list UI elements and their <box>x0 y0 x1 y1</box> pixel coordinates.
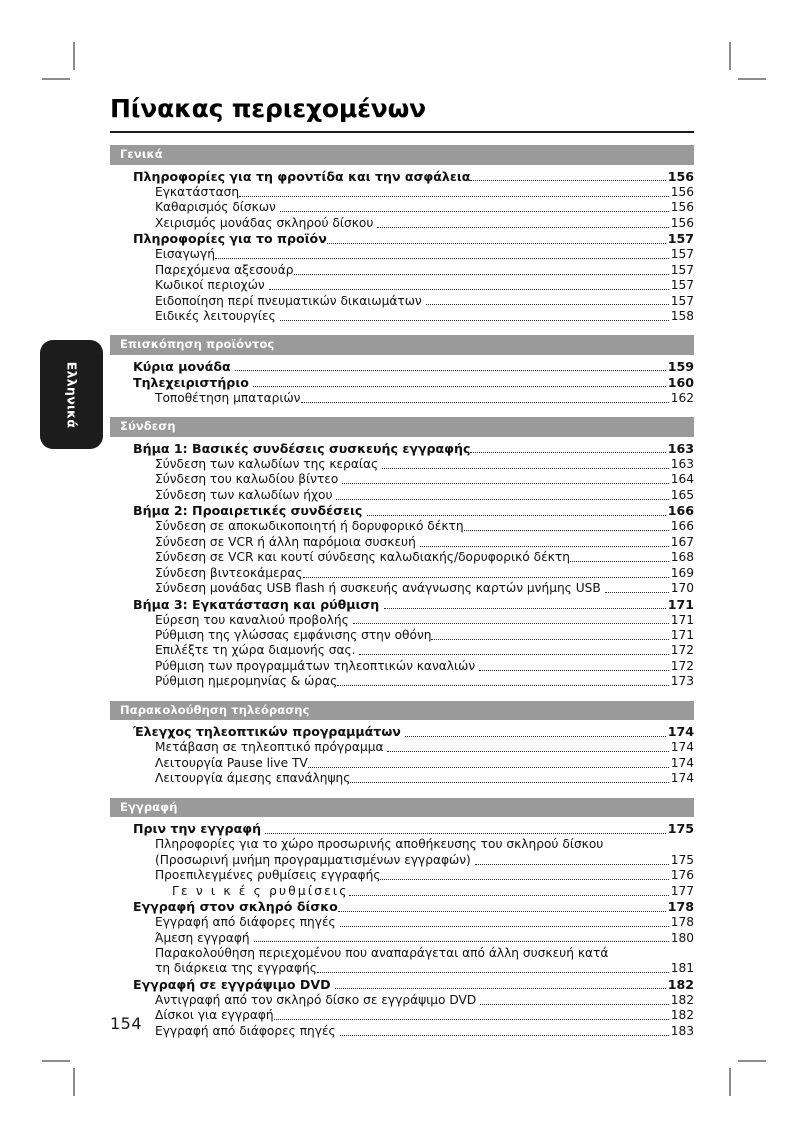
toc-entry[interactable] <box>110 169 694 185</box>
toc-entry-page: 182 <box>667 976 694 992</box>
toc-entry-page: 156 <box>670 200 694 215</box>
toc-entry-label: Εγγραφή στον σκληρό δίσκο <box>133 899 338 915</box>
toc-entry-page: 174 <box>670 755 694 770</box>
toc-entry[interactable] <box>110 837 694 852</box>
toc-entry-label: Παρακολούθηση περιεχομένου που αναπαράγεται από άλλη συσκευή κατά <box>155 945 609 960</box>
toc-entry[interactable] <box>110 216 694 231</box>
toc-entry-page: 175 <box>667 821 694 837</box>
toc-entry-page: 177 <box>670 883 694 898</box>
language-tab <box>40 340 103 449</box>
toc-entry[interactable] <box>110 535 694 550</box>
toc-entry-page: 163 <box>670 456 694 471</box>
language-tab-label: Ελληνικά <box>64 361 79 428</box>
toc-entry-label: Βήμα 1: Βασικές συνδέσεις συσκευής εγγραφής <box>133 440 471 456</box>
toc-dot-leader <box>335 988 666 989</box>
toc-dot-leader <box>338 911 666 912</box>
toc-entry[interactable] <box>110 566 694 581</box>
toc-entry-page: 156 <box>667 168 694 184</box>
toc-dot-leader <box>479 670 669 671</box>
toc-dot-leader <box>303 577 669 578</box>
crop-mark-top-left-horizontal <box>42 78 70 80</box>
toc-entry[interactable] <box>110 993 694 1008</box>
section-entries <box>110 165 694 336</box>
toc-entry[interactable] <box>110 821 694 837</box>
toc-dot-leader <box>367 515 666 516</box>
toc-entry-label: Κωδικοί περιοχών <box>155 278 265 293</box>
toc-entry-page: 176 <box>670 868 694 883</box>
toc-dot-leader <box>253 386 665 387</box>
toc-entry-page: 167 <box>670 534 694 549</box>
toc-entry-page: 169 <box>670 565 694 580</box>
toc-dot-leader <box>337 685 668 686</box>
crop-mark-top-right-vertical <box>729 42 731 70</box>
toc-entry-page: 163 <box>667 440 694 456</box>
toc-entry-label: Σύνδεση μονάδας USB flash ή συσκευής ανάγνωσης καρτών μνήμης USB <box>155 581 601 596</box>
toc-entry-page: 174 <box>667 724 694 740</box>
toc-entry[interactable] <box>110 597 694 613</box>
crop-mark-top-right-horizontal <box>738 78 766 80</box>
section-entries <box>110 355 694 417</box>
toc-dot-leader <box>280 320 669 321</box>
toc-entry-label: Εγκατάσταση <box>155 184 240 199</box>
toc-entry-page: 172 <box>670 658 694 673</box>
toc-dot-leader <box>340 1035 669 1036</box>
toc-entry-page: 157 <box>670 262 694 277</box>
toc-entry-label: Σύνδεση σε αποκωδικοποιητή ή δορυφορικό δέκτη <box>155 519 464 534</box>
toc-entry[interactable] <box>110 200 694 215</box>
toc-entry-label: Βήμα 2: Προαιρετικές συνδέσεις <box>133 503 363 519</box>
page-content <box>110 95 694 1050</box>
toc-dot-leader <box>269 289 669 290</box>
toc-entry-page: 157 <box>670 247 694 262</box>
toc-entry-page: 178 <box>670 915 694 930</box>
section-heading: Παρακολούθηση τηλεόρασης <box>110 701 694 720</box>
toc-entry-page: 165 <box>670 487 694 502</box>
toc-entry[interactable] <box>110 309 694 324</box>
toc-entry-label: Ρύθμιση των προγραμμάτων τηλεοπτικών καναλιών <box>155 658 476 673</box>
toc-dot-leader <box>239 196 669 197</box>
toc-entry-label: Σύνδεση βιντεοκάμερας <box>155 565 303 580</box>
toc-entry-label: Βήμα 3: Εγκατάσταση και ρύθμιση <box>133 596 380 612</box>
toc-dot-leader <box>405 736 665 737</box>
crop-mark-top-left-vertical <box>73 42 75 70</box>
toc-entry-label: τη διάρκεια της εγγραφής <box>155 961 317 976</box>
section-heading: Επισκόπηση προϊόντος <box>110 335 694 354</box>
section-heading: Γενικά <box>110 145 694 164</box>
section-entries <box>110 437 694 701</box>
toc-entry-label: Καθαρισμός δίσκων <box>155 200 276 215</box>
toc-entry-label: Σύνδεση των καλωδίων της κεραίας <box>155 456 379 471</box>
toc-entry-page: 171 <box>670 627 694 642</box>
toc-entry[interactable] <box>110 263 694 278</box>
toc-entry-label: Εύρεση του καναλιού προβολής <box>155 612 349 627</box>
toc-entry[interactable] <box>110 1008 694 1023</box>
toc-entry-page: 156 <box>670 184 694 199</box>
toc-entry[interactable] <box>110 899 694 915</box>
toc-entry-page: 171 <box>670 612 694 627</box>
toc-entry-page: 180 <box>670 930 694 945</box>
toc-section <box>110 798 694 1051</box>
toc-dot-leader <box>317 972 669 973</box>
crop-mark-bottom-left-vertical <box>73 1068 75 1096</box>
toc-dot-leader <box>470 180 665 181</box>
toc-entry[interactable] <box>110 550 694 565</box>
toc-dot-leader <box>280 211 669 212</box>
toc-dot-leader <box>294 274 669 275</box>
title-divider <box>110 131 694 134</box>
toc-entry-label: (Προσωρινή μνήμη προγραμματισμένων εγγραφών) <box>155 852 471 867</box>
toc-entry-page: 162 <box>670 390 694 405</box>
toc-entry-page: 164 <box>670 472 694 487</box>
toc-entry-label: Μετάβαση σε τηλεοπτικό πρόγραμμα <box>155 740 384 755</box>
page-number: 154 <box>110 1014 143 1033</box>
toc-entry-label: Ρύθμιση ημερομηνίας & ώρας <box>155 674 338 689</box>
toc-entry-label: Προεπιλεγμένες ρυθμίσεις εγγραφής <box>155 868 381 883</box>
crop-mark-bottom-right-horizontal <box>738 1060 766 1062</box>
toc-dot-leader <box>336 499 668 500</box>
toc-entry[interactable] <box>110 674 694 689</box>
toc-entry[interactable] <box>110 247 694 262</box>
toc-entry-label: Πληροφορίες για τη φροντίδα και την ασφάλεια <box>133 168 471 184</box>
toc-entry-label: Τηλεχειριστήριο <box>133 374 249 390</box>
toc-entry[interactable] <box>110 488 694 503</box>
toc-entry-label: Σύνδεση των καλωδίων ήχου <box>155 487 333 502</box>
toc-entry-label: Έλεγχος τηλεοπτικών προγραμμάτων <box>133 724 401 740</box>
toc-entry-label: Χειρισμός μονάδας σκληρού δίσκου <box>155 215 374 230</box>
toc-dot-leader <box>470 452 665 453</box>
toc-entry-label: Αντιγραφή από τον σκληρό δίσκο σε εγγράψιμο DVD <box>155 992 477 1007</box>
toc-entry-page: 158 <box>670 308 694 323</box>
toc-entry-label: Λειτουργία Pause live TV <box>155 755 308 770</box>
toc-dot-leader <box>265 833 665 834</box>
toc-section <box>110 701 694 798</box>
toc-section <box>110 145 694 335</box>
toc-entry-label: Σύνδεση του καλωδίου βίντεο <box>155 472 339 487</box>
toc-entry-label: Σύνδεση σε VCR και κουτί σύνδεσης καλωδιακής/δορυφορικό δέκτη <box>155 550 570 565</box>
toc-entry-page: 166 <box>667 503 694 519</box>
toc-entry-label: Πληροφορίες για το προϊόν <box>133 231 327 247</box>
toc-entry-page: 156 <box>670 215 694 230</box>
toc-entry[interactable] <box>110 1024 694 1039</box>
crop-mark-bottom-right-vertical <box>729 1068 731 1096</box>
toc-entry-label: Σύνδεση σε VCR ή άλλη παρόμοια συσκευή <box>155 534 416 549</box>
toc-section <box>110 417 694 701</box>
toc-entry-label: Ρύθμιση της γλώσσας εμφάνισης στην οθόνη <box>155 627 432 642</box>
toc-dot-leader <box>475 864 669 865</box>
toc-entry-label: Πριν την εγγραφή <box>133 821 262 837</box>
toc-entry[interactable] <box>110 977 694 993</box>
toc-dot-leader <box>327 243 666 244</box>
toc-dot-leader <box>377 227 668 228</box>
toc-entry-page: 160 <box>667 374 694 390</box>
toc-dot-leader <box>382 468 669 469</box>
toc-entry[interactable] <box>110 503 694 519</box>
page-title: Πίνακας περιεχομένων <box>110 94 426 123</box>
toc-dot-leader <box>387 751 668 752</box>
toc-entry-page: 173 <box>670 674 694 689</box>
toc-dot-leader <box>274 1019 669 1020</box>
toc-entry-label: Γε ν ι κ έ ς ρυθμίσεις <box>172 883 349 898</box>
toc-dot-leader <box>308 767 669 768</box>
toc-entry[interactable] <box>110 961 694 976</box>
toc-dot-leader <box>349 895 669 896</box>
toc-entry[interactable] <box>110 391 694 406</box>
toc-dot-leader <box>215 258 669 259</box>
table-of-contents <box>110 145 694 1050</box>
toc-entry-page: 170 <box>670 581 694 596</box>
toc-entry[interactable] <box>110 915 694 930</box>
toc-dot-leader <box>301 402 669 403</box>
toc-entry-label: Παρεχόμενα αξεσουάρ <box>155 262 294 277</box>
toc-entry[interactable] <box>110 278 694 293</box>
toc-entry-page: 168 <box>670 550 694 565</box>
toc-entry[interactable] <box>110 613 694 628</box>
toc-dot-leader <box>426 304 669 305</box>
toc-entry-page: 157 <box>667 231 694 247</box>
toc-entry-label: Επιλέξτε τη χώρα διαμονής σας. <box>155 643 356 658</box>
toc-entry[interactable] <box>110 581 694 596</box>
toc-entry-page: 178 <box>667 899 694 915</box>
toc-entry-page: 175 <box>670 852 694 867</box>
toc-entry-label: Τοποθέτηση μπαταριών <box>155 390 301 405</box>
toc-entry[interactable] <box>110 740 694 755</box>
toc-entry-page: 157 <box>670 278 694 293</box>
toc-entry[interactable] <box>110 724 694 740</box>
toc-entry-label: Δίσκοι για εγγραφή <box>155 1008 274 1023</box>
toc-entry-page: 183 <box>670 1023 694 1038</box>
section-entries <box>110 817 694 1050</box>
toc-dot-leader <box>384 608 666 609</box>
toc-entry[interactable] <box>110 457 694 472</box>
section-heading: Εγγραφή <box>110 798 694 817</box>
toc-entry-label: Κύρια μονάδα <box>133 358 231 374</box>
toc-entry[interactable] <box>110 853 694 868</box>
toc-dot-leader <box>353 623 669 624</box>
toc-dot-leader <box>359 654 668 655</box>
section-heading: Σύνδεση <box>110 417 694 436</box>
toc-entry-page: 181 <box>670 961 694 976</box>
toc-entry[interactable] <box>110 375 694 391</box>
toc-entry-page: 182 <box>670 1008 694 1023</box>
toc-entry[interactable] <box>110 659 694 674</box>
toc-dot-leader <box>464 530 669 531</box>
toc-entry[interactable] <box>110 359 694 375</box>
toc-entry[interactable] <box>110 771 694 786</box>
toc-entry-label: Άμεση εγγραφή <box>155 930 250 945</box>
section-entries <box>110 720 694 797</box>
toc-dot-leader <box>380 879 668 880</box>
toc-entry-label: Εγγραφή από διάφορες πηγές <box>155 915 336 930</box>
toc-entry-page: 182 <box>670 992 694 1007</box>
toc-entry-label: Ειδοποίηση περί πνευματικών δικαιωμάτων <box>155 293 422 308</box>
toc-dot-leader <box>350 782 668 783</box>
toc-entry[interactable] <box>110 643 694 658</box>
crop-mark-bottom-left-horizontal <box>42 1060 70 1062</box>
toc-entry[interactable] <box>110 628 694 643</box>
toc-dot-leader <box>605 592 669 593</box>
toc-entry-label: Εισαγωγή <box>155 247 215 262</box>
toc-entry[interactable] <box>110 884 694 899</box>
toc-entry-label: Πληροφορίες για το χώρο προσωρινής αποθήκευσης του σκληρού δίσκου <box>155 837 604 852</box>
toc-dot-leader <box>480 1004 669 1005</box>
toc-dot-leader <box>254 941 669 942</box>
toc-dot-leader <box>420 546 669 547</box>
toc-dot-leader <box>235 370 666 371</box>
toc-entry[interactable] <box>110 185 694 200</box>
toc-entry[interactable] <box>110 756 694 771</box>
toc-entry[interactable] <box>110 231 694 247</box>
toc-entry[interactable] <box>110 946 694 961</box>
toc-dot-leader <box>431 639 668 640</box>
toc-entry[interactable] <box>110 472 694 487</box>
toc-entry[interactable] <box>110 441 694 457</box>
toc-section <box>110 335 694 417</box>
toc-entry-label: Λειτουργία άμεσης επανάληψης <box>155 771 351 786</box>
toc-entry-page: 174 <box>670 771 694 786</box>
toc-entry[interactable] <box>110 931 694 946</box>
toc-entry-label: Ειδικές λειτουργίες <box>155 308 276 323</box>
toc-entry-label: Εγγραφή σε εγγράψιμο DVD <box>133 976 331 992</box>
toc-entry-page: 171 <box>667 596 694 612</box>
toc-dot-leader <box>570 561 669 562</box>
toc-entry[interactable] <box>110 519 694 534</box>
toc-entry-page: 159 <box>667 358 694 374</box>
toc-entry[interactable] <box>110 294 694 309</box>
toc-entry-label: Εγγραφή από διάφορες πηγές <box>155 1023 336 1038</box>
toc-entry-page: 157 <box>670 293 694 308</box>
toc-entry-page: 172 <box>670 643 694 658</box>
toc-entry-page: 166 <box>670 519 694 534</box>
toc-dot-leader <box>340 926 669 927</box>
toc-entry-page: 174 <box>670 740 694 755</box>
toc-dot-leader <box>342 483 669 484</box>
toc-entry[interactable] <box>110 868 694 883</box>
